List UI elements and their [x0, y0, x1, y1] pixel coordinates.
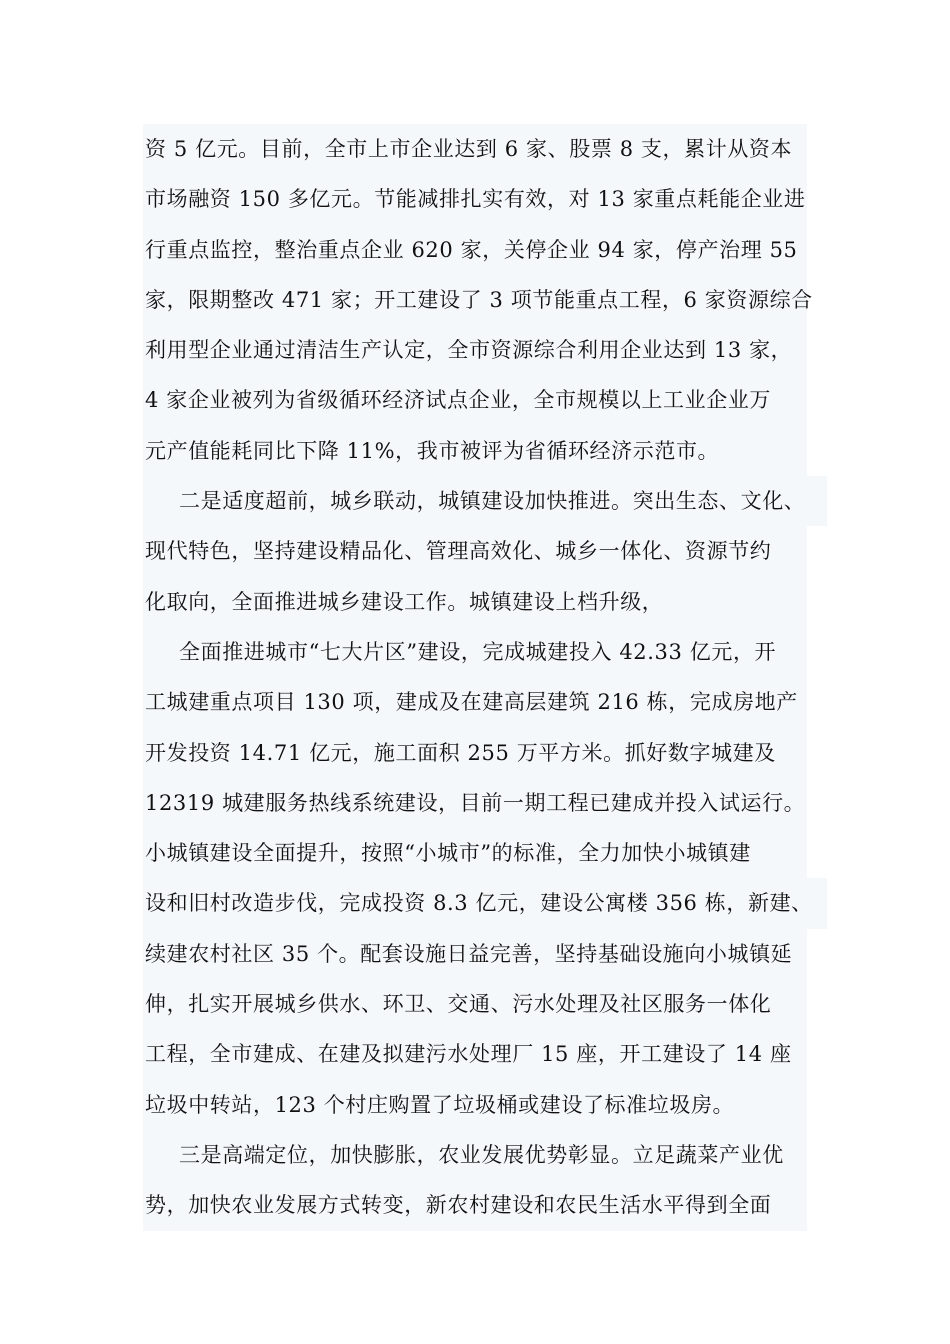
paragraph-first-line: 三是高端定位，加快膨胀，农业发展优势彰显。立足蔬菜产业优	[143, 1130, 807, 1180]
text-line: 现代特色，坚持建设精品化、管理高效化、城乡一体化、资源节约	[143, 526, 807, 576]
text-line: 设和旧村改造步伐，完成投资 8.3 亿元，建设公寓楼 356 栋，新建、	[143, 878, 827, 928]
text-line: 工程，全市建成、在建及拟建污水处理厂 15 座，开工建设了 14 座	[143, 1029, 807, 1079]
paragraph-first-line: 全面推进城市“七大片区”建设，完成城建投入 42.33 亿元，开	[143, 627, 807, 677]
text-line: 4 家企业被列为省级循环经济试点企业，全市规模以上工业企业万	[143, 375, 807, 425]
text-line: 利用型企业通过清洁生产认定，全市资源综合利用企业达到 13 家，	[143, 325, 807, 375]
text-line: 小城镇建设全面提升，按照“小城市”的标准，全力加快小城镇建	[143, 828, 807, 878]
text-line: 12319 城建服务热线系统建设，目前一期工程已建成并投入试运行。	[143, 778, 807, 828]
text-line: 工城建重点项目 130 项，建成及在建高层建筑 216 栋，完成房地产	[143, 677, 807, 727]
text-line: 伸，扎实开展城乡供水、环卫、交通、污水处理及社区服务一体化	[143, 979, 807, 1029]
text-line: 垃圾中转站，123 个村庄购置了垃圾桶或建设了标准垃圾房。	[143, 1080, 807, 1130]
text-line: 元产值能耗同比下降 11%，我市被评为省循环经济示范市。	[143, 426, 807, 476]
paragraph-first-line: 二是适度超前，城乡联动，城镇建设加快推进。突出生态、文化、	[143, 476, 827, 526]
text-line: 化取向，全面推进城乡建设工作。城镇建设上档升级，	[143, 577, 807, 627]
text-line: 续建农村社区 35 个。配套设施日益完善，坚持基础设施向小城镇延	[143, 929, 807, 979]
document-body	[143, 124, 813, 1231]
text-line: 市场融资 150 多亿元。节能减排扎实有效，对 13 家重点耗能企业进	[143, 174, 807, 224]
text-line: 行重点监控，整治重点企业 620 家，关停企业 94 家，停产治理 55	[143, 225, 807, 275]
text-line: 资 5 亿元。目前，全市上市企业达到 6 家、股票 8 支，累计从资本	[143, 124, 807, 174]
text-line: 家，限期整改 471 家；开工建设了 3 项节能重点工程，6 家资源综合	[143, 275, 807, 325]
text-line: 开发投资 14.71 亿元，施工面积 255 万平方米。抓好数字城建及	[143, 728, 807, 778]
text-line: 势，加快农业发展方式转变，新农村建设和农民生活水平得到全面	[143, 1180, 807, 1230]
